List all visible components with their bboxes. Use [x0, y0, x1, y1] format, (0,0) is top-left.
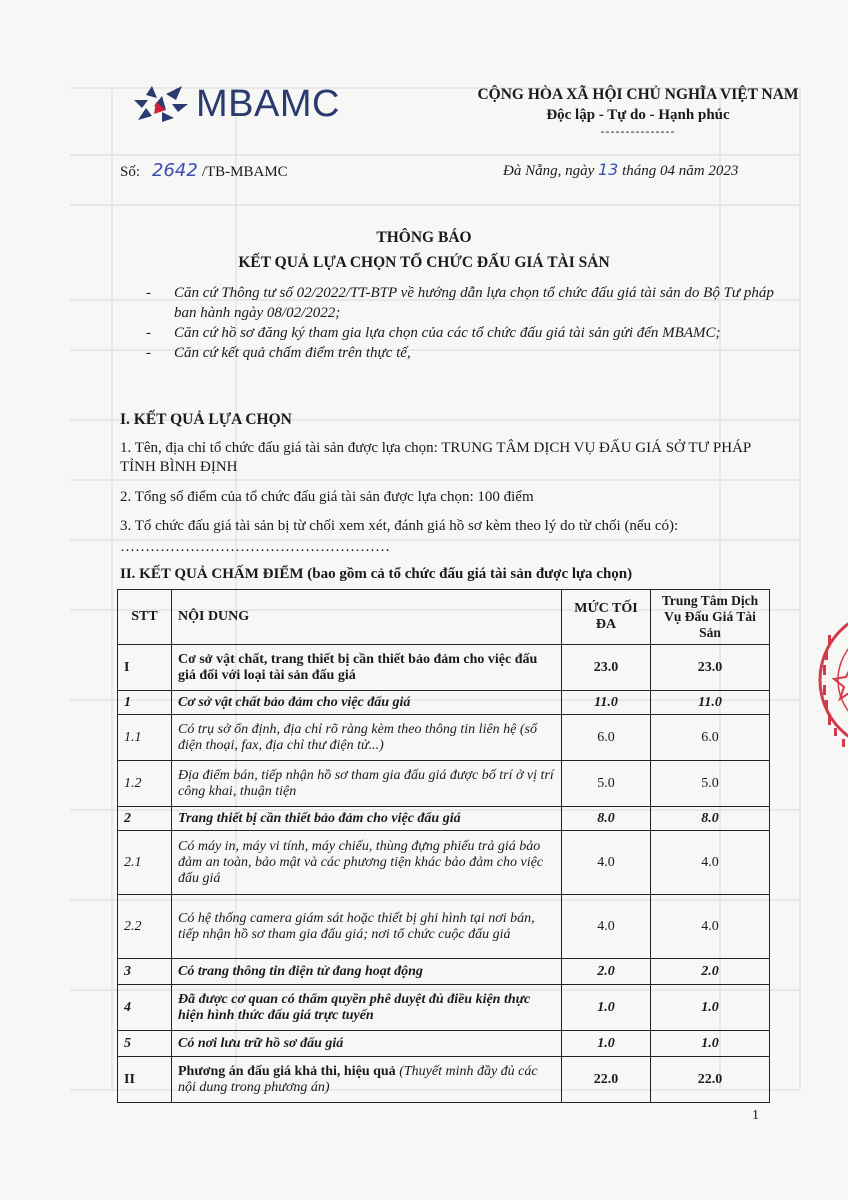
- col-header-max: MỨC TỐI ĐA: [562, 590, 651, 645]
- row-content: Có trang thông tin điện tử đang hoạt động: [172, 959, 562, 985]
- selected-organization: 1. Tên, địa chỉ tổ chức đấu giá tài sản được lựa chọn: TRUNG TÂM DỊCH VỤ ĐẤU GIÁ SỞ TƯ PHÁP TỈNH BÌNH ĐỊNH: [120, 440, 751, 475]
- document-title: THÔNG BÁO: [376, 229, 472, 246]
- mbamc-star-icon: [132, 82, 190, 126]
- row-max: 11.0: [562, 691, 651, 715]
- row-stt: 5: [118, 1031, 172, 1057]
- table-row: [118, 959, 770, 985]
- section-2-heading: II. KẾT QUẢ CHẤM ĐIỂM (bao gồm cả tổ chức đấu giá tài sản được lựa chọn): [120, 566, 633, 582]
- row-stt: 3: [118, 959, 172, 985]
- row-score: 11.0: [651, 691, 770, 715]
- row-content: Đã được cơ quan có thẩm quyền phê duyệt đủ điều kiện thực hiện hình thức đấu giá trực tuyến: [172, 985, 562, 1031]
- row-stt: II: [118, 1057, 172, 1103]
- row-content: Trang thiết bị cần thiết bảo đảm cho việc đấu giá: [172, 807, 562, 831]
- legal-basis-item: - Căn cứ hồ sơ đăng ký tham gia lựa chọn của các tổ chức đấu giá tài sản gửi đến MBAMC;: [146, 323, 786, 343]
- row-content: Địa điểm bán, tiếp nhận hồ sơ tham gia đấu giá được bố trí ở vị trí công khai, thuận tiện: [172, 761, 562, 807]
- col-header-organization: Trung Tâm Dịch Vụ Đấu Giá Tài Sản: [651, 590, 770, 645]
- row-score: 1.0: [651, 1031, 770, 1057]
- row-content: Có máy in, máy vi tính, máy chiếu, thùng đựng phiếu trả giá bảo đảm an toàn, bảo mật và các phương tiện khác bảo đảm cho việc đấu giá: [172, 831, 562, 895]
- row-max: 4.0: [562, 895, 651, 959]
- row-stt: 4: [118, 985, 172, 1031]
- row-score: 6.0: [651, 715, 770, 761]
- logo-wordmark: MBAMC: [196, 83, 340, 125]
- table-row: [118, 807, 770, 831]
- row-content: Có nơi lưu trữ hồ sơ đấu giá: [172, 1031, 562, 1057]
- row-content: [172, 1057, 562, 1103]
- motto-underline: ---------------: [600, 124, 676, 138]
- row-content: Có trụ sở ổn định, địa chỉ rõ ràng kèm theo thông tin liên hệ (số điện thoại, fax, địa chỉ thư điện tử...): [172, 715, 562, 761]
- table-header-row: [118, 590, 770, 645]
- row-content: Cơ sở vật chất, trang thiết bị cần thiết bảo đảm cho việc đấu giá đối với loại tài sản đấu giá: [172, 645, 562, 691]
- section-1-heading: I. KẾT QUẢ LỰA CHỌN: [120, 411, 292, 428]
- row-stt: 1.1: [118, 715, 172, 761]
- row-score: 23.0: [651, 645, 770, 691]
- handwritten-number: 2642: [152, 160, 198, 181]
- legal-basis-item: - Căn cứ Thông tư số 02/2022/TT-BTP về hướng dẫn lựa chọn tổ chức đấu giá tài sản do Bộ Tư pháp ban hành ngày 08/02/2022;: [146, 283, 786, 323]
- rejected-organizations: 3. Tổ chức đấu giá tài sản bị từ chối xem xét, đánh giá hồ sơ kèm theo lý do từ chối (nếu có): ………………………………………………: [120, 518, 679, 555]
- page-number: 1: [752, 1108, 759, 1123]
- row-max: 1.0: [562, 985, 651, 1031]
- row-stt: 2.1: [118, 831, 172, 895]
- row-content: Có hệ thống camera giám sát hoặc thiết bị ghi hình tại nơi bán, tiếp nhận hồ sơ tham gia đấu giá; nơi tổ chức cuộc đấu giá: [172, 895, 562, 959]
- table-row: [118, 1031, 770, 1057]
- row-max: 4.0: [562, 831, 651, 895]
- row-content: Cơ sở vật chất bảo đảm cho việc đấu giá: [172, 691, 562, 715]
- scoring-table: [117, 589, 770, 1103]
- table-row: [118, 691, 770, 715]
- country-name: CỘNG HÒA XÃ HỘI CHỦ NGHĨA VIỆT NAM: [477, 86, 799, 103]
- row-max: 22.0: [562, 1057, 651, 1103]
- red-seal-stamp: [812, 595, 848, 765]
- row-max: 5.0: [562, 761, 651, 807]
- row-score: 4.0: [651, 895, 770, 959]
- row-score: 2.0: [651, 959, 770, 985]
- row-stt: 2.2: [118, 895, 172, 959]
- so-suffix: /TB-MBAMC: [201, 164, 288, 180]
- table-row: [118, 715, 770, 761]
- row-max: 1.0: [562, 1031, 651, 1057]
- table-row: [118, 1057, 770, 1103]
- date-prefix: Đà Nẵng, ngày: [503, 163, 595, 179]
- table-row: [118, 895, 770, 959]
- handwritten-day: 13: [598, 160, 619, 179]
- row-content-main: Phương án đấu giá khả thi, hiệu quả: [178, 1063, 396, 1079]
- row-score: 8.0: [651, 807, 770, 831]
- row-max: 6.0: [562, 715, 651, 761]
- row-score: 4.0: [651, 831, 770, 895]
- mbamc-logo: [132, 82, 340, 126]
- row-max: 2.0: [562, 959, 651, 985]
- issue-date: [503, 160, 738, 180]
- document-number: [120, 160, 288, 181]
- so-label: Số:: [120, 164, 141, 180]
- legal-basis-item: - Căn cứ kết quả chấm điểm trên thực tế,: [146, 343, 786, 363]
- table-row: [118, 761, 770, 807]
- row-content-note: (Thuyết minh đầy đủ các nội dung trong phương án): [178, 1063, 538, 1095]
- table-row: [118, 645, 770, 691]
- row-score: 22.0: [651, 1057, 770, 1103]
- row-max: 23.0: [562, 645, 651, 691]
- document-subtitle: KẾT QUẢ LỰA CHỌN TỔ CHỨC ĐẤU GIÁ TÀI SẢN: [238, 254, 610, 271]
- table-row: [118, 831, 770, 895]
- legal-bases: [146, 283, 786, 363]
- row-stt: I: [118, 645, 172, 691]
- date-suffix: tháng 04 năm 2023: [622, 163, 739, 179]
- row-score: 1.0: [651, 985, 770, 1031]
- col-header-content: NỘI DUNG: [172, 590, 562, 645]
- row-max: 8.0: [562, 807, 651, 831]
- national-motto: [452, 86, 824, 139]
- row-stt: 1.2: [118, 761, 172, 807]
- total-score: 2. Tổng số điểm của tổ chức đấu giá tài sản được lựa chọn: 100 điểm: [120, 489, 534, 505]
- row-stt: 1: [118, 691, 172, 715]
- motto: Độc lập - Tự do - Hạnh phúc: [546, 107, 730, 123]
- col-header-stt: STT: [118, 590, 172, 645]
- row-score: 5.0: [651, 761, 770, 807]
- table-row: [118, 985, 770, 1031]
- row-stt: 2: [118, 807, 172, 831]
